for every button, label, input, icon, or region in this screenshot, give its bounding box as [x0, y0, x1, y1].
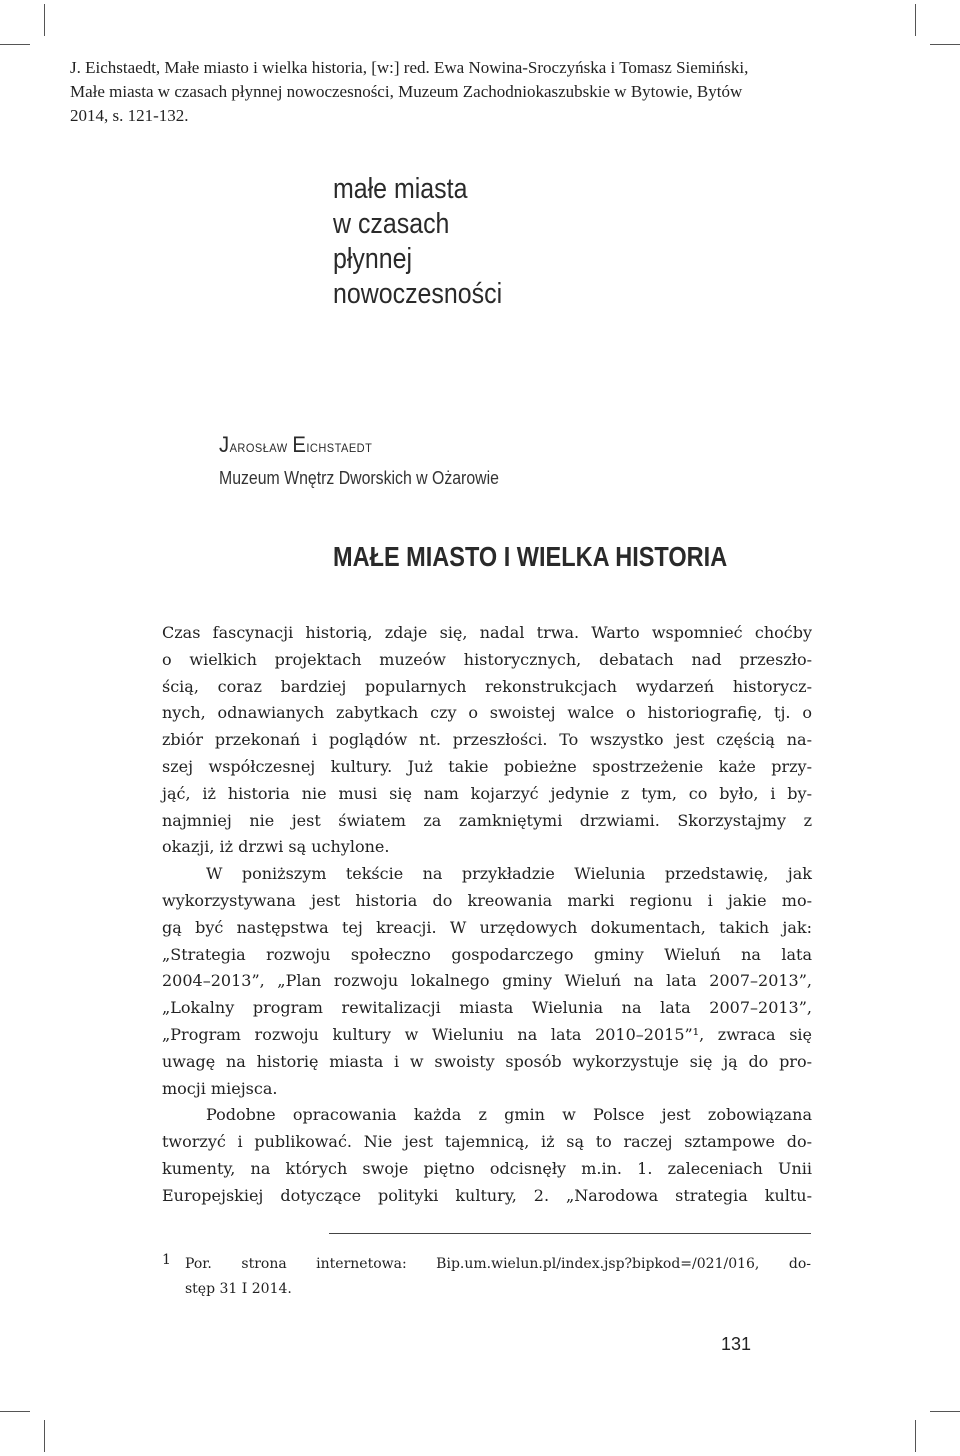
body-line: W poniższym tekście na przykładzie Wielunia przedstawię, jak: [206, 864, 812, 884]
body-line: kumenty, na których swoje piętno odcisnęły m.in. 1. zaleceniach Unii: [162, 1158, 812, 1178]
series-title-line: nowoczesności: [333, 278, 503, 310]
body-line: okazji, iż drzwi są uchylone.: [162, 837, 390, 857]
citation-line: J. Eichstaedt, Małe miasto i wielka historia, [w:] red. Ewa Nowina-Sroczyńska i Tomasz Siemiński,: [70, 58, 749, 77]
article-title: MAŁE MIASTO I WIELKA HISTORIA: [333, 541, 728, 572]
crop-mark: [0, 44, 30, 45]
footnote-number: 1: [162, 1252, 171, 1268]
body-line: 2004–2013”, „Plan rozwoju lokalnego gminy Wieluń na lata 2007–2013”,: [162, 971, 812, 991]
citation-line: 2014, s. 121-132.: [70, 106, 189, 125]
author-last-initial: E: [292, 432, 307, 457]
body-line: ścią, coraz bardziej popularnych rekonstrukcjach wydarzeń historycz-: [162, 676, 812, 696]
series-title-line: w czasach: [333, 208, 450, 240]
footnote-separator: [329, 1233, 811, 1234]
footnote-text: [185, 1252, 811, 1302]
body-line: szej współczesnej kultury. Już takie pobieżne spostrzeżenie każe przy-: [162, 756, 812, 776]
crop-mark: [930, 44, 960, 45]
body-line: „Program rozwoju kultury w Wieluniu na lata 2010–2015”¹, zwraca się: [162, 1024, 812, 1044]
crop-mark: [915, 4, 916, 36]
body-line: „Lokalny program rewitalizacji miasta Wielunia na lata 2007–2013”,: [162, 998, 812, 1018]
author-first-initial: J: [219, 432, 230, 457]
footnote-line: stęp 31 I 2014.: [185, 1281, 292, 1297]
body-line: tworzyć i publikować. Nie jest tajemnicą, iż są to raczej sztampowe do-: [162, 1132, 812, 1152]
body-line: nych, odnawianych zabytkach czy o swoistej walce o historiografię, tj. o: [162, 703, 812, 723]
crop-mark: [44, 1420, 45, 1452]
crop-mark: [930, 1411, 960, 1412]
citation-note: [70, 56, 900, 128]
author-affiliation: Muzeum Wnętrz Dworskich w Ożarowie: [219, 468, 499, 488]
citation-line: Małe miasta w czasach płynnej nowoczesności, Muzeum Zachodniokaszubskie w Bytowie, Bytów: [70, 82, 743, 101]
footnote-line: Por. strona internetowa: Bip.um.wielun.pl/index.jsp?bipkod=/021/016, do-: [185, 1256, 811, 1272]
body-line: zbiór przekonań i poglądów nt. przeszłości. To wszystko jest częścią na-: [162, 730, 812, 750]
body-line: „Strategia rozwoju społeczno gospodarczego gminy Wieluń na lata: [162, 944, 812, 964]
crop-mark: [44, 4, 45, 36]
author-name: [219, 432, 372, 458]
author-first-rest: arosław: [229, 437, 288, 456]
page-number: 131: [721, 1334, 752, 1354]
series-title-line: małe miasta: [333, 173, 468, 205]
body-line: uwagę na historię miasta i w swoisty sposób wykorzystuje się ją do pro-: [162, 1051, 812, 1071]
body-line: jąć, iż historia nie musi się nam kojarzyć jedynie z tym, co było, i by-: [162, 783, 812, 803]
body-line: gą być następstwa tej kreacji. W urzędowych dokumentach, takich jak:: [162, 917, 812, 937]
author-last-rest: ichstaedt: [306, 437, 373, 456]
body-line: mocji miejsca.: [162, 1078, 278, 1098]
body-text: [162, 620, 812, 1210]
body-line: wykorzystywana jest historia do kreowania marki regionu i jakie mo-: [162, 890, 812, 910]
body-line: Czas fascynacji historią, zdaje się, nadal trwa. Warto wspomnieć choćby: [162, 623, 812, 642]
body-line: najmniej nie jest światem za zamkniętymi drzwiami. Skorzystajmy z: [162, 810, 812, 830]
body-line: Podobne opracowania każda z gmin w Polsce jest zobowiązana: [206, 1105, 812, 1125]
crop-mark: [915, 1420, 916, 1452]
series-title-line: płynnej: [333, 243, 413, 275]
crop-mark: [0, 1411, 30, 1412]
body-line: Europejskiej dotyczące polityki kultury, 2. „Narodowa strategia kultu-: [162, 1185, 812, 1205]
series-title: [333, 172, 502, 312]
body-line: o wielkich projektach muzeów historycznych, debatach nad przeszło-: [162, 649, 812, 669]
